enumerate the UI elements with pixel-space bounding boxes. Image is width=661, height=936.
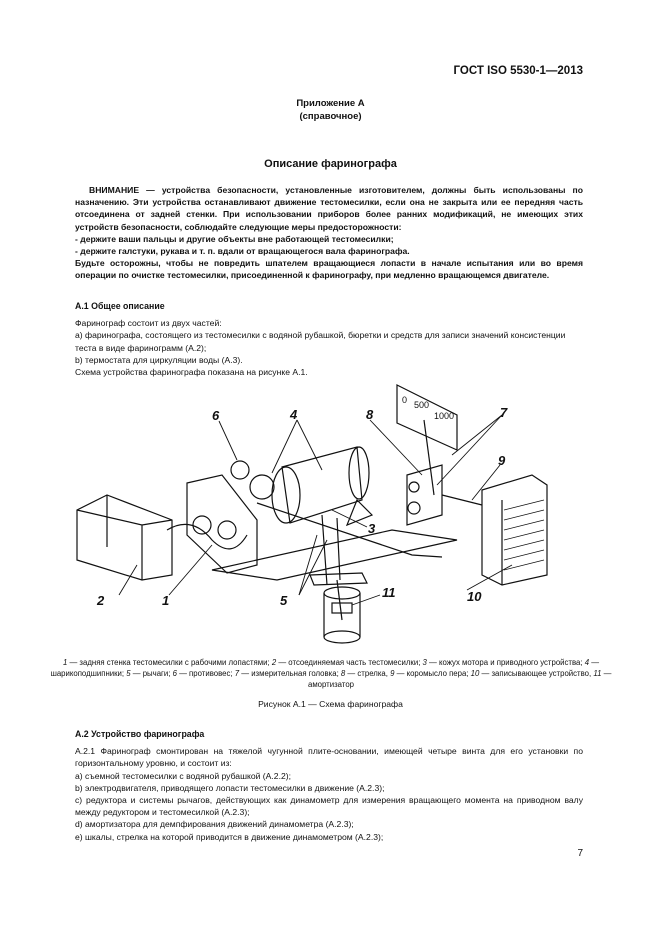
figure-title: Рисунок А.1 — Схема фаринографа — [258, 699, 403, 709]
damper-bottom — [324, 631, 360, 643]
label-11: 11 — [382, 585, 396, 600]
warning-bullet-1: - держите ваши пальцы и другие объекты вне работающей тестомесилки; — [75, 233, 394, 244]
leader-lines — [119, 415, 512, 605]
warning-caution: Будьте осторожны, чтобы не повредить шпателем вращающиеся лопасти в начале испытания или во время операции по очистке тестомесилки, присоединенной к фаринографу, при медленно вращающемся двигателе. — [75, 258, 583, 281]
warning-paragraph — [75, 184, 583, 233]
legend-num-4: 4 — [584, 658, 590, 667]
separable-part — [77, 495, 172, 580]
annex-title: Приложение А — [296, 98, 365, 109]
legend-num-1: 1 — [62, 658, 68, 667]
label-1: 1 — [162, 593, 170, 608]
section-a1-figure-ref: Схема устройства фаринографа показана на рисунке А.1. — [75, 367, 308, 378]
document-title: Описание фаринографа — [264, 158, 397, 170]
legend-text-4: — шарикоподшипники; — [50, 658, 600, 678]
blade-left — [193, 516, 211, 534]
section-a1-intro: Фаринограф состоит из двух частей: — [75, 318, 222, 329]
legend-text-10: — записывающее устройство, — [479, 669, 594, 678]
warning-bullet-2: - держите галстуки, рукава и т. п. вдали от вращающегося вала фаринографа. — [75, 246, 410, 257]
section-a1-item-b: b) термостата для циркуляции воды (А.3). — [75, 354, 243, 365]
label-10: 10 — [467, 589, 482, 604]
measuring-head — [407, 465, 442, 525]
legend-text-11: — амортизатор — [307, 669, 612, 689]
blade-right — [218, 521, 236, 539]
legend-num-9: 9 — [390, 669, 395, 678]
recorder-body — [482, 475, 547, 585]
section-a1-heading: А.1 Общее описание — [75, 301, 165, 311]
measuring-weight — [408, 502, 420, 514]
section-a1-item-a: a) фаринографа, состоящего из тестомесилки с водяной рубашкой, бюретки и средств для записи значений консистенции теста в виде фаринограмм (А.2); — [75, 330, 566, 353]
section-a1 — [75, 300, 583, 378]
legend-text-2: — отсоединяемая часть тестомесилки; — [276, 658, 423, 667]
damper-piston — [332, 603, 352, 613]
label-8: 8 — [366, 407, 374, 422]
label-5: 5 — [280, 593, 288, 608]
pointer-needle — [424, 420, 434, 495]
warning-text: — устройства безопасности, установленные изготовителем, должны быть использованы по назначению. Эти устройства останавливают движение тестомесилки, если она не закрыта или ее передняя часть отсоединена от задней стенки. При использовании приборов более ранних модификаций, не имеющих этих устройств безопасности, соблюдайте следующие меры предосторожности: — [75, 185, 583, 232]
legend-num-11: 11 — [593, 669, 602, 678]
page-number: 7 — [577, 848, 583, 859]
legend-num-6: 6 — [172, 669, 177, 678]
label-2: 2 — [97, 593, 105, 608]
standard-header: ГОСТ ISO 5530-1—2013 — [453, 65, 583, 77]
annex-type: (справочное) — [299, 111, 362, 122]
warning-block — [75, 184, 583, 282]
section-a2-heading: А.2 Устройство фаринографа — [75, 729, 205, 739]
warning-lead: ВНИМАНИЕ — [89, 185, 140, 195]
lever-bar — [310, 573, 367, 585]
scale-mark-500: 500 — [414, 400, 430, 410]
pen-arm — [442, 495, 482, 505]
legend-num-3: 3 — [422, 658, 427, 667]
blade-shaft — [167, 524, 247, 549]
section-a2-item-b: b) электродвигателя, приводящего лопасти тестомесилки в движение (А.2.3); — [75, 782, 385, 793]
rear-wall — [187, 475, 257, 573]
scale-mark-0: 0 — [402, 395, 408, 405]
legend-num-7: 7 — [234, 669, 240, 678]
legend-num-8: 8 — [340, 669, 346, 678]
section-a2-intro: А.2.1 Фаринограф смонтирован на тяжелой чугунной плите-основании, имеющей четыре винта для его установки по горизонтальному уровню, и состоит из: — [75, 746, 583, 769]
label-9: 9 — [498, 453, 506, 468]
bearing — [250, 475, 274, 499]
legend-text-9: — коромысло пера; — [394, 669, 471, 678]
damper-rod — [337, 580, 342, 620]
section-a2-item-e: e) шкалы, стрелка на которой приводится в движение динамометром (А.2.3); — [75, 831, 384, 842]
figure-legend — [46, 657, 616, 690]
legend-num-2: 2 — [271, 658, 277, 667]
recorder-grille — [504, 500, 544, 570]
section-a2-item-d: d) амортизатора для демпфирования движений динамометра (А.2.3); — [75, 819, 354, 830]
damper-top — [324, 587, 360, 599]
separable-part-edges — [77, 495, 172, 580]
legend-num-10: 10 — [470, 669, 480, 678]
counterweight — [231, 461, 249, 479]
scale-mark-1000: 1000 — [434, 411, 455, 421]
measuring-dial — [409, 482, 419, 492]
legend-num-5: 5 — [126, 669, 131, 678]
label-6: 6 — [212, 408, 220, 423]
section-a2-item-c: c) редуктора и системы рычагов, действующих как динамометр для измерения вращающего момента на приводном валу между редуктором и тестомесилкой (А.2.3); — [75, 795, 583, 818]
legend-text-8: — стрелка, — [345, 669, 391, 678]
label-4: 4 — [290, 407, 298, 422]
farinograph-diagram — [62, 375, 602, 655]
section-a2 — [75, 728, 583, 843]
annex-heading — [0, 97, 661, 123]
legend-text-5: — рычаги; — [130, 669, 173, 678]
section-a2-item-a: a) съемной тестомесилки с водяной рубашкой (А.2.2); — [75, 770, 291, 781]
legend-text-6: — противовес; — [176, 669, 235, 678]
legend-text-7: — измерительная головка; — [239, 669, 341, 678]
legend-text-1: — задняя стенка тестомесилки с рабочими лопастями; — [67, 658, 272, 667]
legend-text-3: — кожух мотора и приводного устройства; — [426, 658, 585, 667]
label-7: 7 — [500, 405, 508, 420]
label-3: 3 — [368, 521, 376, 536]
